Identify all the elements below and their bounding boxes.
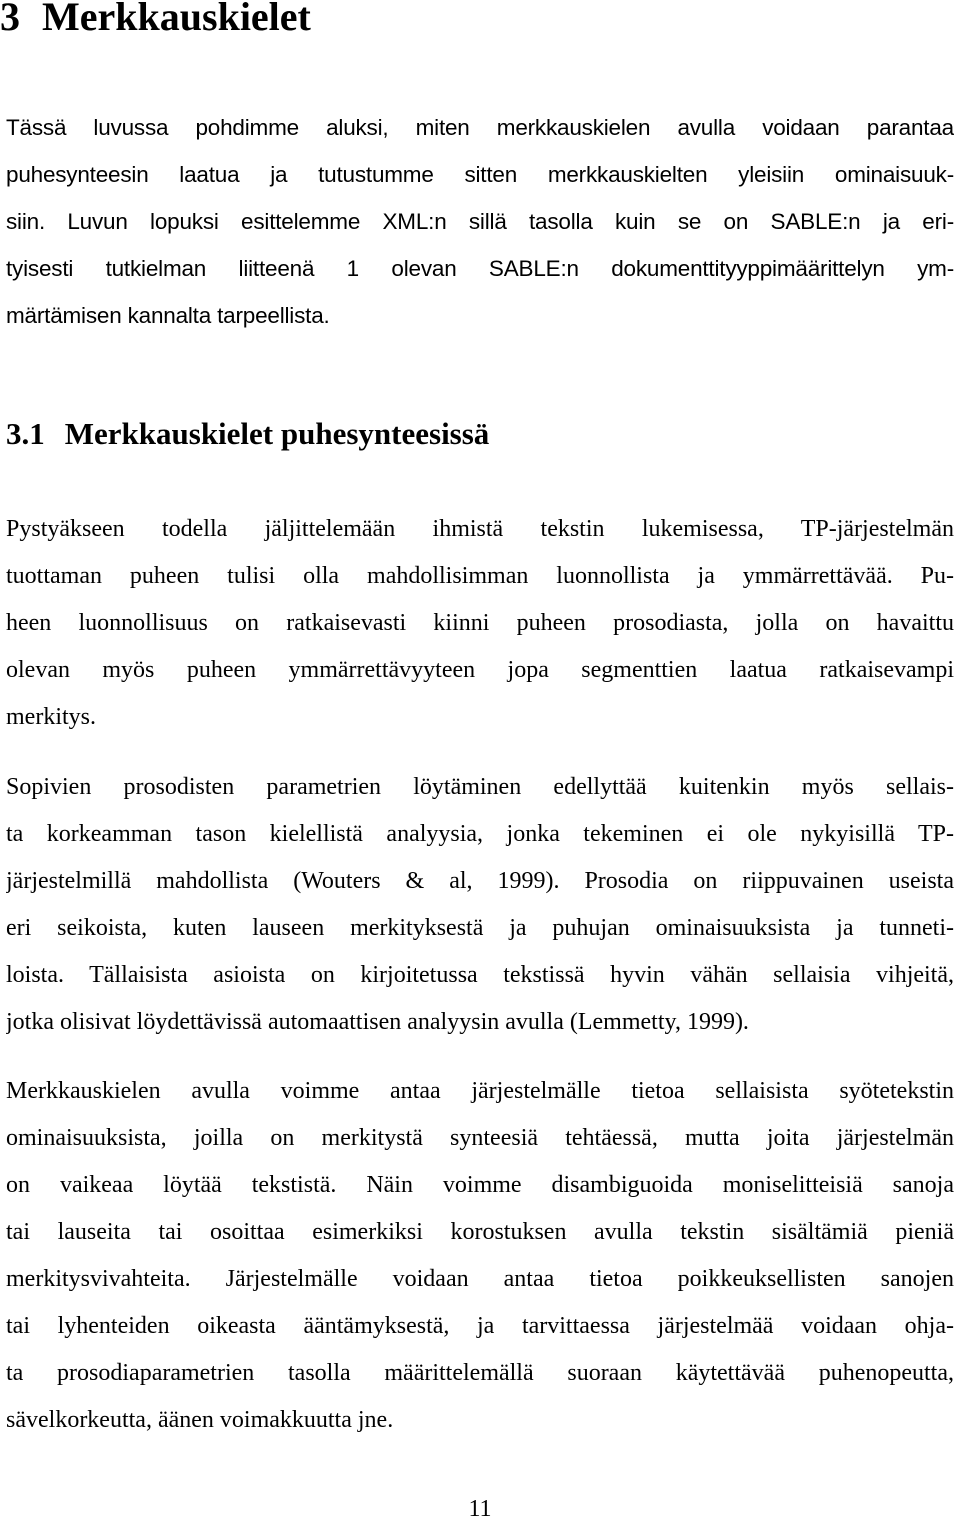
- page-number: 11: [468, 1496, 492, 1522]
- text-line: ominaisuuksista, joilla on merkitystä synteesiä tehtäessä, mutta joita järjestelmän: [6, 1125, 954, 1151]
- paragraph-3: [6, 1068, 954, 1444]
- text-line: Pystyäkseen todella jäljittelemään ihmistä tekstin lukemisessa, TP-järjestelmän: [6, 516, 954, 542]
- text-line: heen luonnollisuus on ratkaisevasti kiinni puheen prosodiasta, jolla on havaittu: [6, 610, 954, 636]
- section-title-text: Merkkauskielet puhesynteesissä: [64, 416, 490, 451]
- text-line: Sopivien prosodisten parametrien löytäminen edellyttää kuitenkin myös sellais-: [6, 774, 954, 800]
- text-line: merkitys.: [6, 704, 96, 730]
- text-line: tai lauseita tai osoittaa esimerkiksi korostuksen avulla tekstin sisältämiä pieniä: [6, 1219, 954, 1245]
- text-line: Tässä luvussa pohdimme aluksi, miten merkkauskielen avulla voidaan parantaa: [6, 115, 954, 140]
- text-line: märtämisen kannalta tarpeellista.: [6, 303, 330, 328]
- paragraph-2: [6, 764, 954, 1046]
- text-line: merkitysvivahteita. Järjestelmälle voidaan antaa tietoa poikkeuksellisten sanojen: [6, 1266, 954, 1292]
- text-line: tai lyhenteiden oikeasta ääntämyksestä, ja tarvittaessa järjestelmää voidaan ohja-: [6, 1313, 954, 1339]
- text-line: on vaikeaa löytää tekstistä. Näin voimme disambiguoida moniselitteisiä sanoja: [6, 1172, 954, 1198]
- text-line: ta korkeamman tason kielellistä analyysia, jonka tekeminen ei ole nykyisillä TP-: [6, 821, 954, 847]
- intro-paragraph: [6, 104, 954, 339]
- chapter-title-text: Merkkauskielet: [42, 0, 311, 39]
- text-line: jotka olisivat löydettävissä automaattisen analyysin avulla (Lemmetty, 1999).: [6, 1009, 749, 1035]
- text-line: Merkkauskielen avulla voimme antaa järjestelmälle tietoa sellaisista syötetekstin: [6, 1078, 954, 1104]
- text-line: olevan myös puheen ymmärrettävyyteen jopa segmenttien laatua ratkaisevampi: [6, 657, 954, 683]
- text-line: eri seikoista, kuten lauseen merkityksestä ja puhujan ominaisuuksista ja tunneti-: [6, 915, 954, 941]
- text-line: siin. Luvun lopuksi esittelemme XML:n sillä tasolla kuin se on SABLE:n ja eri-: [6, 209, 954, 234]
- text-line: järjestelmillä mahdollista (Wouters & al, 1999). Prosodia on riippuvainen useista: [6, 868, 954, 894]
- section-heading: [6, 410, 489, 458]
- chapter-number: 3: [0, 0, 20, 39]
- section-number: 3.1: [6, 416, 45, 451]
- text-line: sävelkorkeutta, äänen voimakkuutta jne.: [6, 1407, 394, 1433]
- text-line: tyisesti tutkielman liitteenä 1 olevan SABLE:n dokumenttityyppimäärittelyn ym-: [6, 256, 954, 281]
- chapter-title: [0, 0, 311, 46]
- text-line: ta prosodiaparametrien tasolla määrittelemällä suoraan käytettävää puhenopeutta,: [6, 1360, 954, 1386]
- text-line: tuottaman puheen tulisi olla mahdollisimman luonnollista ja ymmärrettävää. Pu-: [6, 563, 954, 589]
- text-line: puhesynteesin laatua ja tutustumme sitten merkkauskielten yleisiin ominaisuuk-: [6, 162, 954, 187]
- paragraph-1: [6, 506, 954, 741]
- text-line: loista. Tällaisista asioista on kirjoitetussa tekstissä hyvin vähän sellaisia vihjeitä,: [6, 962, 954, 988]
